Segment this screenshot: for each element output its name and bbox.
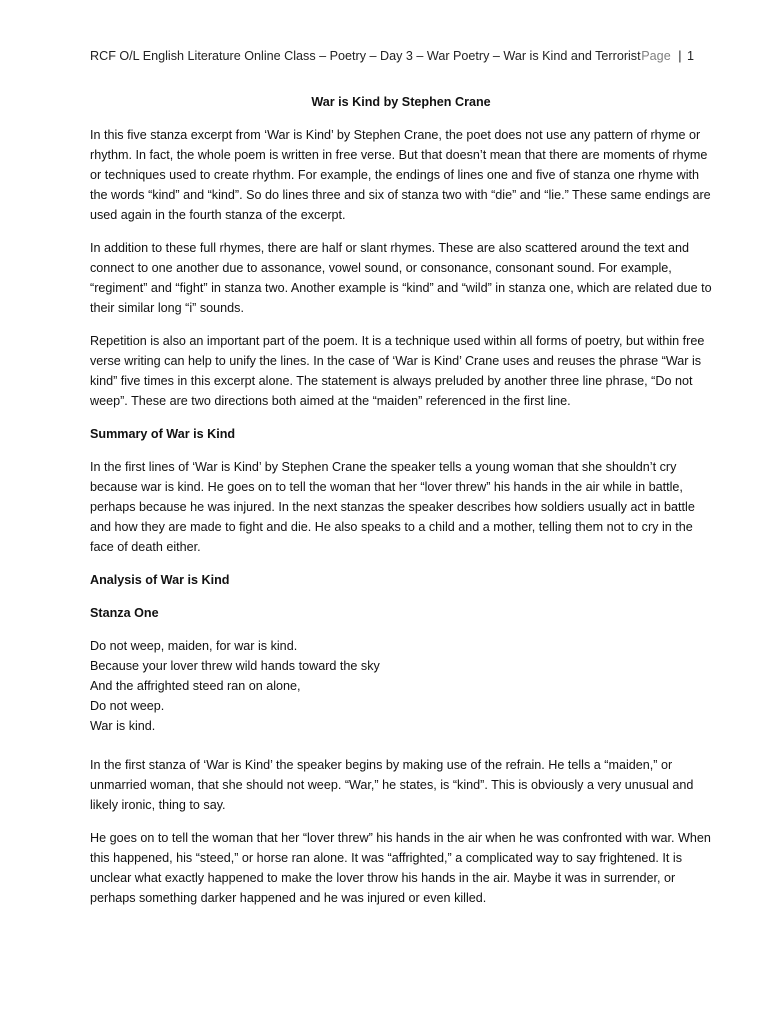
header-text: RCF O/L English Literature Online Class – Poetry – Day 3 – War Poetry – War is Kind and Terrorist — [90, 49, 641, 63]
summary-heading: Summary of War is Kind — [90, 427, 236, 441]
analysis-paragraph: He goes on to tell the woman that her “lover threw” his hands in the air when he was confronted with war. When this happened, his “steed,” or horse ran alone. It was “affrighted,” a complicated way to say frightened. It is unclear what exactly happened to make the lover throw his hands in the air. Maybe it was in surrender, or perhaps something darker happened and he was injured or even killed. — [90, 831, 711, 905]
poem-line: Do not weep, maiden, for war is kind. — [90, 639, 298, 653]
poem-stanza — [90, 636, 712, 736]
stanza-heading: Stanza One — [90, 606, 159, 620]
document-body — [90, 92, 712, 921]
paragraph-rhyme: In this five stanza excerpt from ‘War is Kind’ by Stephen Crane, the poet does not use any pattern of rhyme or rhythm. In fact, the whole poem is written in free verse. But that doesn’t mean that there are moments of rhyme or techniques used to create rhythm. For example, the endings of lines one and five of stanza one rhyme with the words “kind” and “kind”. So do lines three and six of stanza two with “die” and “lie.” These same endings are used again in the fourth stanza of the excerpt. — [90, 128, 711, 222]
page-header — [90, 46, 694, 66]
document-title: War is Kind by Stephen Crane — [311, 95, 491, 109]
page-number-block — [641, 46, 694, 66]
analysis-paragraph: In the first stanza of ‘War is Kind’ the speaker begins by making use of the refrain. He tells a “maiden,” or unmarried woman, that she should not weep. “War,” he states, is “kind”. This is obviously a very unusual and likely ironic, thing to say. — [90, 758, 694, 812]
poem-line: Because your lover threw wild hands toward the sky — [90, 659, 380, 673]
page-separator: | — [678, 49, 682, 63]
poem-line: And the affrighted steed ran on alone, — [90, 679, 301, 693]
paragraph-slant-rhyme: In addition to these full rhymes, there are half or slant rhymes. These are also scattered around the text and connect to one another due to assonance, vowel sound, or consonance, consonant sound. For example, “regiment” and “fight” in stanza two. Another example is “kind” and “wild” in stanza one, which are related due to their similar long “i” sounds. — [90, 241, 712, 315]
paragraph-repetition: Repetition is also an important part of the poem. It is a technique used within all forms of poetry, but within free verse writing can help to unify the lines. In the case of ‘War is Kind’ Crane uses and reuses the phrase “War is kind” five times in this excerpt alone. The statement is always preluded by another three line phrase, “Do not weep”. These are two directions both aimed at the “maiden” referenced in the first line. — [90, 334, 705, 408]
summary-paragraph: In the first lines of ‘War is Kind’ by Stephen Crane the speaker tells a young woman that she shouldn’t cry because war is kind. He goes on to tell the woman that her “lover threw” his hands in the air while in battle, perhaps because he was injured. In the next stanzas the speaker describes how soldiers usually act in battle and how they are made to fight and die. He also speaks to a child and a mother, telling them not to cry in the face of death either. — [90, 460, 695, 554]
page-number: 1 — [686, 49, 694, 63]
page-label: Page — [641, 49, 671, 63]
poem-line: Do not weep. — [90, 699, 165, 713]
poem-line: War is kind. — [90, 719, 156, 733]
analysis-heading: Analysis of War is Kind — [90, 573, 230, 587]
